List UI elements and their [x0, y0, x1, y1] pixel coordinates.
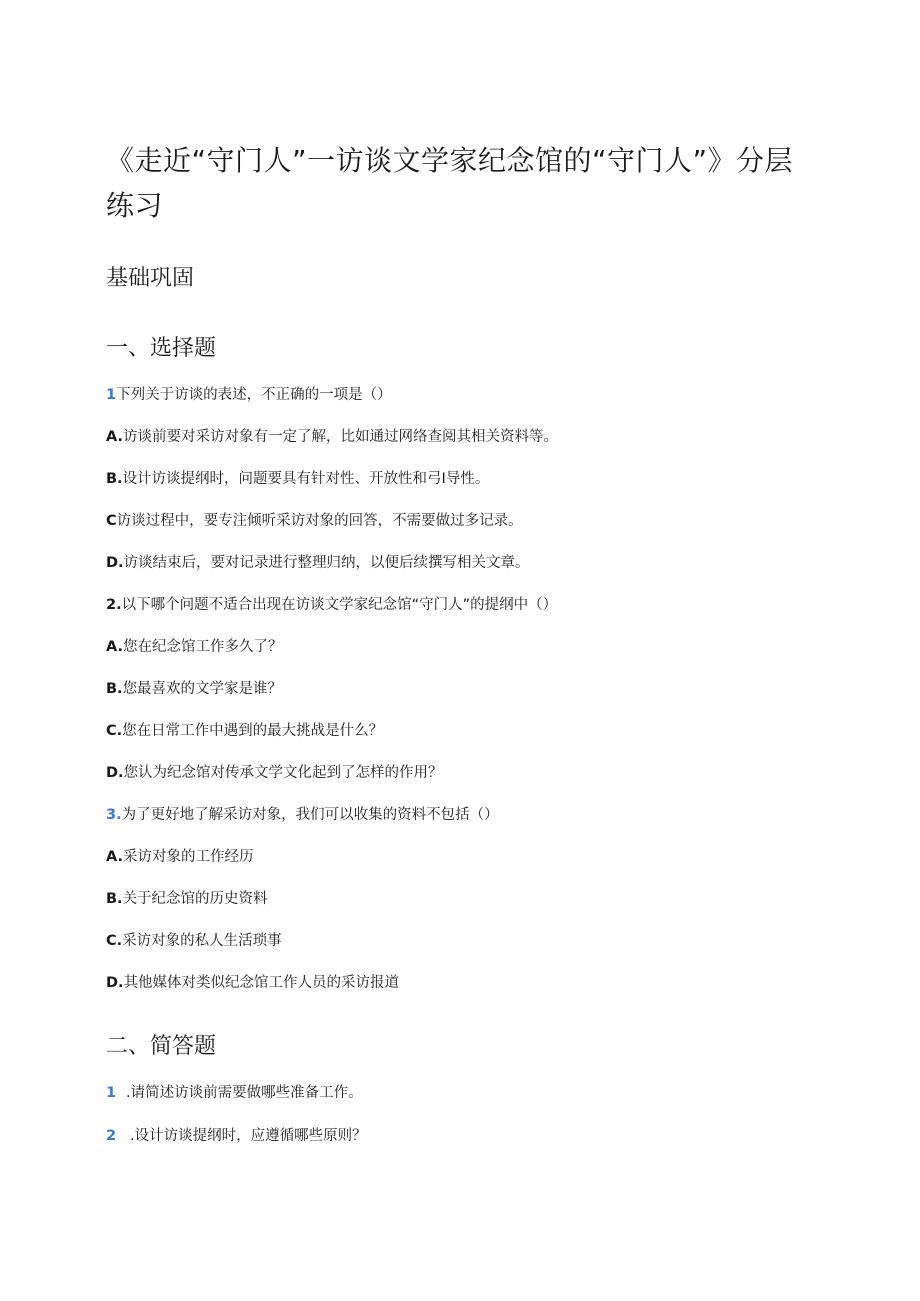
question-1: [106, 384, 392, 406]
question-number: 2: [106, 1128, 117, 1144]
option-text: 您最喜欢的文学家是谁？: [122, 681, 283, 697]
question-text: .设计访谈提纲时，应遵循哪些原则？: [130, 1128, 367, 1144]
part2-heading: 二、简答题: [106, 1034, 217, 1059]
option-text: 关于纪念馆的历史资料: [122, 891, 268, 907]
question-3: [106, 804, 499, 826]
option-letter: B.: [106, 891, 123, 907]
option-letter: C: [106, 513, 117, 529]
q3-option-a: [106, 846, 254, 868]
option-text: 您在日常工作中遇到的最大挑战是什么？: [122, 723, 384, 739]
option-letter: A.: [106, 639, 123, 655]
option-text: 访谈过程中，要专注倾听采访对象的回答，不需要做过多记录。: [116, 513, 523, 529]
question-text: .请简述访谈前需要做哪些准备工作。: [126, 1085, 363, 1101]
question-2: [106, 594, 557, 616]
short-question-1: [106, 1082, 363, 1104]
q3-option-b: [106, 888, 268, 910]
q2-option-b: [106, 678, 282, 700]
option-letter: D.: [106, 555, 124, 571]
option-letter: C.: [106, 723, 123, 739]
q2-option-d: [106, 762, 443, 784]
question-number: 3.: [106, 807, 122, 823]
q2-option-a: [106, 636, 283, 658]
question-text: 以下哪个问题不适合出现在访谈文学家纪念馆“守门人”的提纲中（）: [121, 597, 558, 613]
short-question-2: [106, 1125, 367, 1147]
option-letter: A.: [106, 429, 123, 445]
q1-option-d: [106, 552, 530, 574]
option-text: 访谈结束后，要对记录进行整理归纳，以便后续撰写相关文章。: [123, 555, 530, 571]
question-number: 1: [106, 387, 117, 403]
option-text: 采访对象的工作经历: [123, 849, 254, 865]
q3-option-d: [106, 972, 399, 994]
part1-heading: 一、选择题: [106, 336, 217, 361]
option-letter: B.: [106, 681, 123, 697]
q1-option-c: [106, 510, 523, 532]
option-text: 其他媒体对类似纪念馆工作人员的采访报道: [123, 975, 400, 991]
question-number: 2.: [106, 597, 122, 613]
option-text: 访谈前要对采访对象有一定了解，比如通过网络查阅其相关资料等。: [123, 429, 558, 445]
option-letter: C.: [106, 933, 123, 949]
document-title: 《走近“守门人”一访谈文学家纪念馆的“守门人”》分层练习: [106, 144, 794, 222]
question-text: 下列关于访谈的表述，不正确的一项是（）: [116, 387, 392, 403]
option-letter: D.: [106, 765, 124, 781]
option-letter: A.: [106, 849, 123, 865]
option-text: 您在纪念馆工作多久了？: [123, 639, 283, 655]
option-letter: B.: [106, 471, 123, 487]
question-number: 1: [106, 1085, 117, 1101]
section-basic-heading: 基础巩固: [106, 266, 195, 291]
option-letter: D.: [106, 975, 124, 991]
option-text: 您认为纪念馆对传承文学文化起到了怎样的作用？: [123, 765, 443, 781]
q3-option-c: [106, 930, 282, 952]
q2-option-c: [106, 720, 383, 742]
q1-option-a: [106, 426, 558, 448]
q1-option-b: [106, 468, 489, 490]
option-text: 采访对象的私人生活琐事: [122, 933, 282, 949]
question-text: 为了更好地了解采访对象，我们可以收集的资料不包括（）: [121, 807, 499, 823]
option-text: 设计访谈提纲时，问题要具有针对性、开放性和弓I导性。: [122, 471, 490, 487]
